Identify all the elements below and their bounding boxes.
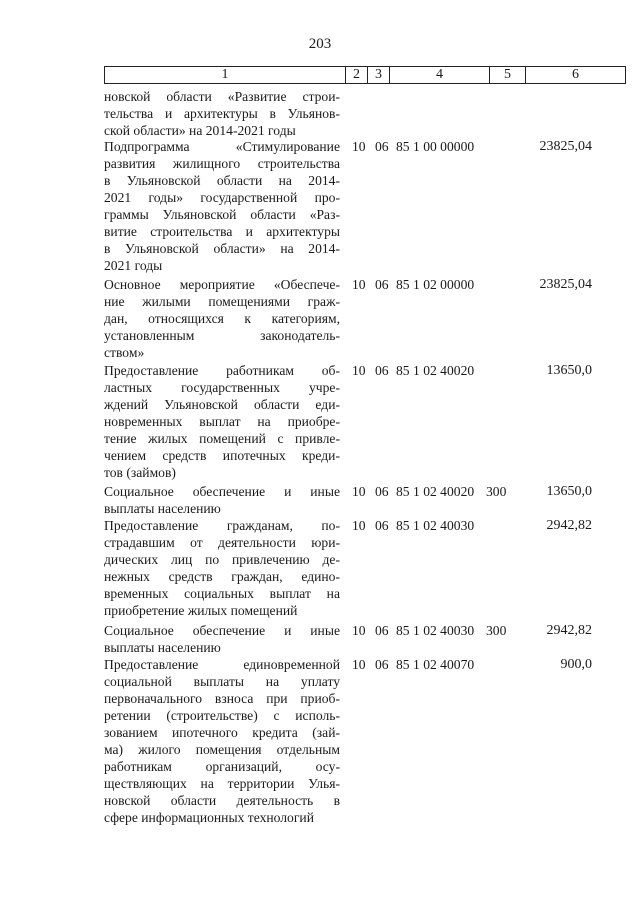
row-amount: 13650,0 — [546, 363, 592, 378]
row-amount: 23825,04 — [539, 277, 592, 292]
code-pr: 06 — [375, 623, 389, 638]
page-number: 203 — [308, 36, 332, 52]
description-line: Основное мероприятие «Обеспече- — [104, 277, 340, 292]
description-line: 2021 годы» государственной про- — [104, 190, 340, 205]
code-pr: 06 — [375, 518, 389, 533]
table-header — [104, 66, 626, 84]
row-amount: 900,0 — [560, 657, 592, 672]
description-line: ретении (строительстве) с исполь- — [104, 708, 340, 723]
row-amount: 23825,04 — [539, 139, 592, 154]
row-amount: 2942,82 — [546, 518, 592, 533]
code-pr: 06 — [375, 139, 389, 154]
description-line: сфере информационных технологий — [104, 810, 314, 825]
description-line: временных социальных выплат на — [104, 586, 340, 601]
description-line: социальной выплаты на уплату — [104, 674, 340, 689]
description-line: выплаты населению — [104, 640, 221, 655]
header-col-6: 6 — [572, 67, 579, 82]
row-description — [104, 138, 340, 274]
description-line: страдавшим от деятельности юри- — [104, 535, 340, 550]
code-csr: 85 1 02 40070 — [396, 657, 475, 672]
code-rz: 10 — [352, 484, 366, 499]
row-description — [104, 483, 340, 517]
code-csr: 85 1 02 40020 — [396, 484, 475, 499]
header-col-1: 1 — [105, 67, 346, 83]
code-rz: 10 — [352, 657, 366, 672]
description-line: работникам организаций, осу- — [104, 759, 340, 774]
description-line: ством» — [104, 345, 145, 360]
description-line: ластных государственных учре- — [104, 380, 340, 395]
code-csr: 85 1 02 40030 — [396, 518, 475, 533]
code-pr: 06 — [375, 277, 389, 292]
description-line: приобретение жилых помещений — [104, 603, 298, 618]
description-line: нежных средств граждан, едино- — [104, 569, 340, 584]
description-line: 2021 годы — [104, 258, 163, 273]
row-description — [104, 362, 340, 481]
description-line: в Ульяновской области на 2014- — [104, 173, 340, 188]
description-line: Подпрограмма «Стимулирование — [104, 139, 340, 154]
header-col-4: 4 — [390, 67, 490, 83]
row-description — [104, 88, 340, 139]
description-line: развития жилищного строительства — [104, 156, 340, 171]
description-line: выплаты населению — [104, 501, 221, 516]
code-rz: 10 — [352, 518, 366, 533]
description-line: первоначального взноса при приоб- — [104, 691, 340, 706]
code-pr: 06 — [375, 363, 389, 378]
row-description — [104, 276, 340, 361]
description-line: Предоставление гражданам, по- — [104, 518, 340, 533]
description-line: ние жилыми помещениями граж- — [104, 294, 340, 309]
description-line: Предоставление единовременной — [104, 657, 340, 672]
row-amount: 2942,82 — [546, 623, 592, 638]
row-description — [104, 517, 340, 619]
description-line: установленным законодатель- — [104, 328, 340, 343]
code-csr: 85 1 02 40020 — [396, 363, 475, 378]
description-line: тов (займов) — [104, 465, 176, 480]
description-line: граммы Ульяновской области «Раз- — [104, 207, 340, 222]
code-vr: 300 — [486, 484, 507, 499]
description-line: зованием ипотечного кредита (зай- — [104, 725, 340, 740]
code-rz: 10 — [352, 363, 366, 378]
description-line: новской области «Развитие строи- — [104, 89, 340, 104]
description-line: Социальное обеспечение и иные — [104, 623, 340, 638]
code-csr: 85 1 02 00000 — [396, 277, 475, 292]
row-amount: 13650,0 — [546, 484, 592, 499]
description-line: новской области деятельность в — [104, 793, 340, 808]
code-rz: 10 — [352, 139, 366, 154]
code-rz: 10 — [352, 277, 366, 292]
description-line: Социальное обеспечение и иные — [104, 484, 340, 499]
header-col-2: 2 — [346, 67, 368, 83]
description-line: витие строительства и архитектуры — [104, 224, 340, 239]
code-vr: 300 — [486, 623, 507, 638]
header-col-3: 3 — [368, 67, 390, 83]
description-line: ждений Ульяновской области еди- — [104, 397, 340, 412]
description-line: тельства и архитектуры в Ульянов- — [104, 106, 340, 121]
description-line: тение жилых помещений с привле- — [104, 431, 340, 446]
description-line: новременных выплат на приобре- — [104, 414, 340, 429]
description-line: ской области» на 2014-2021 годы — [104, 123, 296, 138]
description-line: дан, относящихся к категориям, — [104, 311, 340, 326]
code-csr: 85 1 00 00000 — [396, 139, 475, 154]
code-pr: 06 — [375, 484, 389, 499]
description-line: Предоставление работникам об- — [104, 363, 340, 378]
description-line: в Ульяновской области» на 2014- — [104, 241, 340, 256]
row-description — [104, 622, 340, 656]
description-line: чением средств ипотечных креди- — [104, 448, 340, 463]
code-pr: 06 — [375, 657, 389, 672]
description-line: ма) жилого помещения отдельным — [104, 742, 340, 757]
code-csr: 85 1 02 40030 — [396, 623, 475, 638]
description-line: дических лиц по привлечению де- — [104, 552, 340, 567]
description-line: ществляющих на территории Улья- — [104, 776, 340, 791]
row-description — [104, 656, 340, 826]
code-rz: 10 — [352, 623, 366, 638]
header-col-5: 5 — [490, 67, 526, 83]
